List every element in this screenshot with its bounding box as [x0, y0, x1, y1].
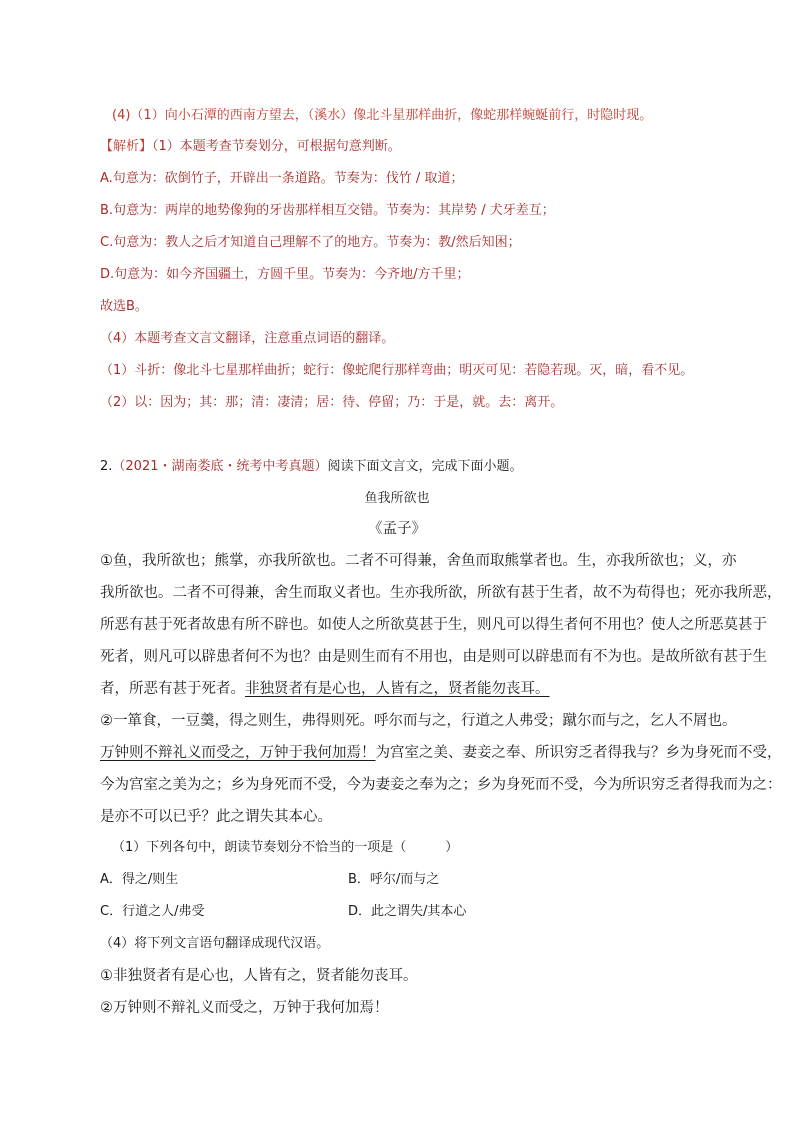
subquestion1-option-b[interactable]	[348, 868, 439, 887]
option-letter: B．	[348, 872, 370, 887]
answer-line	[112, 104, 652, 123]
subquestion1-option-d[interactable]	[348, 900, 466, 919]
analysis-part4-intro: （4）本题考查文言文翻译，注意重点词语的翻译。	[100, 331, 395, 346]
analysis-intro: （1）本题考查节奏划分，可根据句意判断。	[152, 139, 401, 154]
question2-header	[100, 455, 523, 474]
underlined-sentence: 非独贤者有是心也，人皆有之，贤者能勿丧耳。	[245, 681, 550, 697]
analysis-tag: 【解析】	[100, 139, 153, 154]
option-text: 句意为：教人之后才知道自己理解不了的地方。节奏为：教/然后知困；	[113, 235, 521, 250]
passage-text: 为宫室之美、妻妾之奉、所识穷乏者得我与？乡为身死而不受，	[375, 745, 782, 761]
subquestion1-option-a[interactable]	[100, 868, 178, 887]
passage-p2-line: 是亦不可以已乎？此之谓失其本心。	[100, 809, 332, 825]
option-letter: B.	[100, 203, 114, 218]
passage-title: 鱼我所欲也	[364, 491, 430, 506]
question-source: （2021・湖南娄底・统考中考真题）	[112, 459, 328, 474]
passage-p2-line: ②一箪食，一豆羹，得之则生，弗得则死。呼尔而与之，行道之人弗受；蹴尔而与之，乞人不屑也。	[100, 713, 737, 729]
analysis-option-d	[100, 263, 470, 282]
subquestion4-item: ①非独贤者有是心也，人皆有之，贤者能勿丧耳。	[100, 968, 418, 984]
option-letter: D.	[100, 267, 115, 282]
subquestion1-option-c[interactable]	[100, 900, 204, 919]
option-letter: A.	[100, 171, 113, 186]
passage-p1-line: 所恶有甚于死者故患有所不辟也。如使人之所欲莫甚于生，则凡可以得生者何不用也？使人之所恶莫甚于	[100, 617, 767, 633]
question-prompt: 阅读下面文言文，完成下面小题。	[327, 459, 523, 474]
passage-p2-line	[100, 741, 782, 762]
option-letter: D．	[348, 904, 372, 919]
analysis-part4-line2: （2）以：因为；其：那；清：凄清；居：待、停留；乃：于是，就。去：离开。	[100, 395, 564, 410]
analysis-intro-line	[100, 135, 401, 154]
option-text: 得之/则生	[121, 872, 179, 887]
option-text: 句意为：砍倒竹子，开辟出一条道路。节奏为：伐竹 / 取道；	[112, 171, 464, 186]
passage-author: 《孟子》	[368, 521, 426, 537]
passage-p1-line: 我所欲也。二者不可得兼，舍生而取义者也。生亦我所欲，所欲有甚于生者，故不为苟得也；死亦我所恶，	[100, 585, 782, 601]
option-letter: C．	[100, 904, 123, 919]
analysis-conclusion: 故选B。	[100, 299, 148, 314]
passage-text: 者，所恶有甚于死者。	[100, 681, 245, 697]
analysis-option-a	[100, 167, 463, 186]
option-text: 呼尔/而与之	[369, 872, 440, 887]
option-letter: A．	[100, 872, 122, 887]
subquestion4-prompt: （4）将下列文言语句翻译成现代汉语。	[100, 936, 330, 951]
option-text: 句意为：两岸的地势像狗的牙齿那样相互交错。节奏为：其岸势 / 犬牙差互；	[113, 203, 555, 218]
subquestion4-item: ②万钟则不辩礼义而受之，万钟于我何加焉！	[100, 1000, 389, 1016]
passage-p2-line: 今为宫室之美为之；乡为身死而不受，今为妻妾之奉为之；乡为身死而不受，今为所识穷乏者得我而为之：	[100, 777, 782, 793]
subquestion1-prompt: （1）下列各句中，朗读节奏划分不恰当的一项是（ ）	[112, 840, 459, 855]
underlined-sentence: 万钟则不辩礼义而受之，万钟于我何加焉！	[100, 745, 376, 761]
option-text: 此之谓失/其本心	[371, 904, 467, 919]
answer-label: (4)	[112, 108, 131, 123]
passage-p1-line: 死者，则凡可以辟患者何不为也？由是则生而有不用也，由是则可以辟患而有不为也。是故所欲有甚于生	[100, 649, 767, 665]
option-text: 句意为：如今齐国疆土，方圆千里。节奏为：今齐地/方千里；	[114, 267, 470, 282]
passage-p1-line: ①鱼，我所欲也；熊掌，亦我所欲也。二者不可得兼，舍鱼而取熊掌者也。生，亦我所欲也；义，亦	[100, 553, 737, 569]
analysis-option-b	[100, 199, 555, 218]
question-number: 2.	[100, 459, 113, 474]
option-text: 行道之人/弗受	[122, 904, 205, 919]
analysis-option-c	[100, 231, 521, 250]
analysis-part4-line1: （1）斗折：像北斗七星那样曲折；蛇行：像蛇爬行那样弯曲；明灭可见：若隐若现。灭，暗，看不见。	[100, 363, 694, 378]
option-letter: C.	[100, 235, 114, 250]
passage-p1-last-line	[100, 677, 550, 698]
answer-text: （1）向小石潭的西南方望去，（溪水）像北斗星那样曲折，像蛇那样蜿蜒前行，时隐时现。	[130, 108, 653, 123]
